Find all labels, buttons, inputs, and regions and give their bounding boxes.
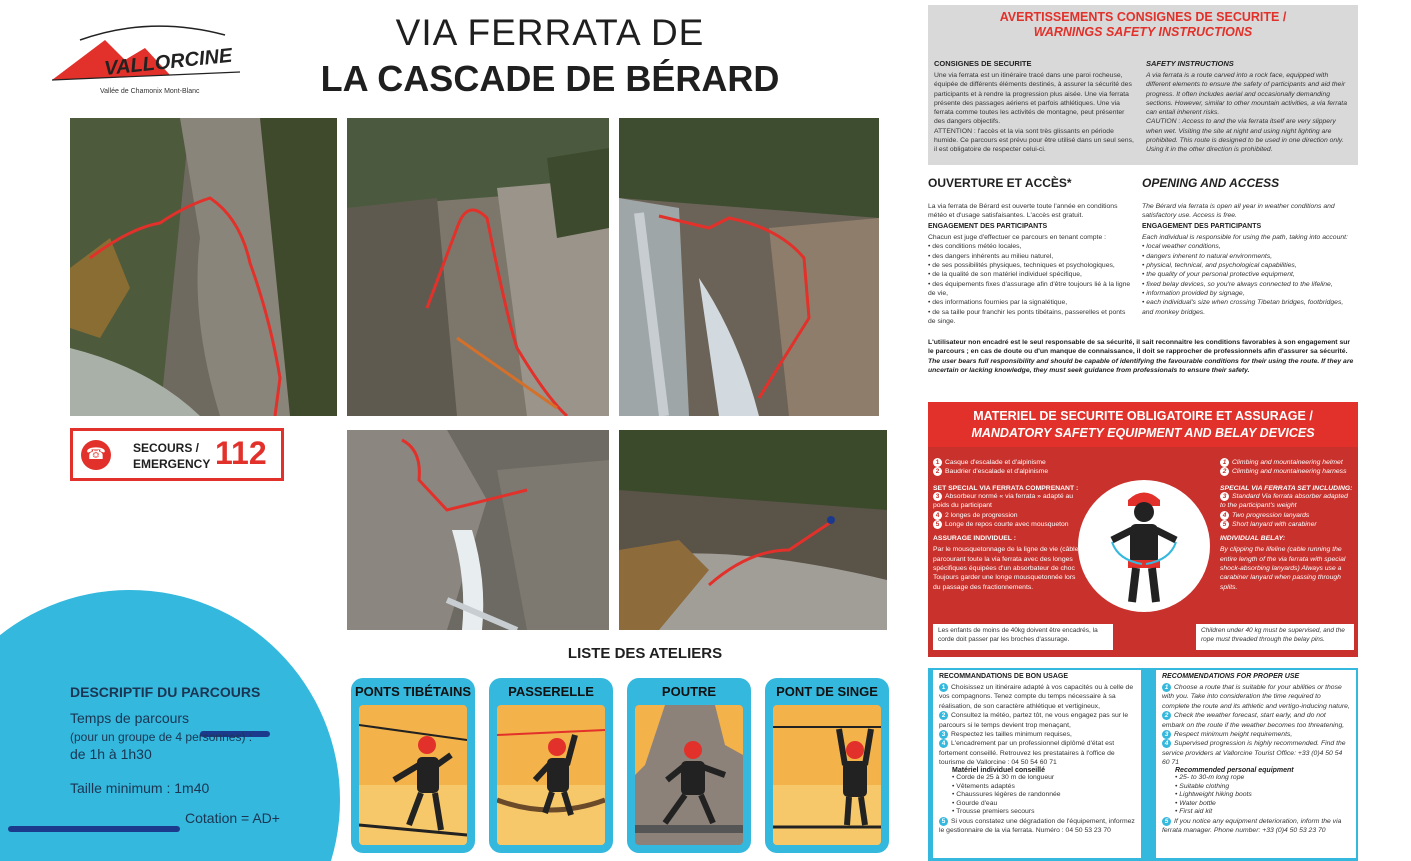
- title-line1: VIA FERRATA DE: [395, 12, 705, 53]
- recommendations-fr-item: 2 Consultez la météo, partez tôt, ne vous engagez pas sur le parcours si le temps devient trop menaçant,: [939, 712, 1129, 729]
- equipment-en-set-text: Standard Via ferrata absorber adapted to the participant's weight: [1220, 492, 1348, 510]
- recommendations-en-kit-text: Lightweight hiking boots: [1179, 791, 1252, 799]
- recommendations-fr-kit-item: • Trousse premiers secours: [952, 808, 1035, 816]
- equipment-en-set-item: 5 Short lanyard with carabiner: [1220, 520, 1354, 529]
- climber-icon: [1078, 480, 1210, 612]
- recommendations-en-item: 3 Respect minimum height requirements,: [1162, 730, 1350, 739]
- recommendations-en-kit-item: • 25- to 30-m long rope: [1175, 774, 1245, 782]
- emergency-label-fr: SECOURS /: [133, 441, 200, 455]
- opening-en-body: The Bérard via ferrata is open all year in weather conditions and satisfactory use. Access is free.: [1142, 203, 1335, 220]
- recommendations-fr-kit-text: Corde de 25 à 30 m de longueur: [956, 774, 1055, 782]
- equipment-fr-set-head: SET SPECIAL VIA FERRATA COMPRENANT :: [933, 484, 1079, 492]
- responsibility-en: The user bears full responsibility and should be capable of identifying the favourable conditions for their using the route. If they are uncertain or lacking knowledge, they must seek guidance from professionals to ensure their safety.: [928, 357, 1354, 375]
- phone-icon: ☎: [81, 440, 111, 470]
- opening-en-item: • local weather conditions,: [1142, 243, 1221, 251]
- opening-en-item-text: each individual's size when crossing Tibetan bridges, footbridges, and monkey bridges.: [1142, 299, 1344, 316]
- description-heading: DESCRIPTIF DU PARCOURS: [70, 684, 261, 700]
- photo-route-5: [619, 430, 887, 630]
- opening-fr-item-text: des dangers inhérents au milieu naturel,: [932, 252, 1054, 260]
- warnings-panel: [928, 5, 1358, 165]
- atelier-name: PASSERELLE: [508, 684, 594, 699]
- opening-fr-item: • des informations fournies par la signalétique,: [928, 299, 1068, 307]
- opening-en-item-text: dangers inherent to natural environments,: [1146, 252, 1273, 260]
- tibetan-bridge-icon: [359, 705, 467, 845]
- opening-fr-body: La via ferrata de Bérard est ouverte toute l'année en conditions météo et d'usage satisfaisantes. L'accès est gratuit.: [928, 203, 1118, 220]
- children-note-fr: Les enfants de moins de 40kg doivent être encadrés, la corde doit passer par les broches d'assurage.: [938, 627, 1098, 643]
- equipment-fr: [933, 458, 1081, 592]
- opening-en-intro: Each individual is responsible for using the path, taking into account:: [1142, 233, 1348, 241]
- opening-en-item-text: local weather conditions,: [1146, 243, 1221, 251]
- stripe-decor: [8, 826, 180, 832]
- photo-route-3: [619, 118, 879, 416]
- recommendations-fr-kit-item: • Vêtements adaptés: [952, 782, 1015, 790]
- recommendations-en-item-text: Choose a route that is suitable for your abilities or those with you. Take into consideration the time required to complete the route and its athletic and vertigo-inducing nature,: [1162, 684, 1350, 710]
- ateliers-title: LISTE DES ATELIERS: [567, 645, 723, 662]
- warnings-fr-head: CONSIGNES DE SECURITE: [934, 59, 1032, 68]
- beam-icon: [635, 705, 743, 845]
- recommendations-fr-kit-item: • Chaussures légères de randonnée: [952, 791, 1061, 799]
- equipment-fr-belay: Par le mousquetonnage de la ligne de vie (câble parcourant toute la via ferrata avec des longes spécifiques équipées d'un absorbateur de choc Toujours garder une longe mousquetonnée lors du passage des fractionnements.: [933, 546, 1079, 591]
- equipment-fr-set-item: 3 Absorbeur normé « via ferrata » adapté au poids du participant: [933, 492, 1074, 510]
- recommendations-fr-item-text: Respectez les tailles minimum requises,: [951, 730, 1072, 738]
- opening-fr-intro: Chacun est juge d'effectuer ce parcours en tenant compte :: [928, 233, 1107, 241]
- equipment-panel: [928, 402, 1358, 657]
- atelier-card: [351, 678, 475, 853]
- recommendations-en-last-text: If you notice any equipment deterioration, inform the via ferrata manager. Phone number: +33 (0)4 50 53 23 70: [1162, 817, 1342, 835]
- route-description: [70, 684, 340, 826]
- recommendations-fr-item: 1 Choisissez un itinéraire adapté à vos capacités ou à celle de vos compagnons. Tenez compte du temps nécessaire à sa réalisation, de son caractère athlétique et vertigineux,: [939, 684, 1134, 710]
- vallorcine-logo: [50, 20, 250, 100]
- atelier-name: PONT DE SINGE: [776, 684, 878, 699]
- recommendations-en-item: 2 Check the weather forecast, start early, and do not embark on the route if the weather becomes too threatening,: [1162, 712, 1345, 729]
- recommendations-fr-item-text: Consultez la météo, partez tôt, ne vous engagez pas sur le parcours si le temps devient trop menaçant,: [939, 712, 1129, 729]
- climber-illustration: [1078, 480, 1210, 612]
- photo-route-1: [70, 118, 337, 416]
- recommendations-fr-head: RECOMMANDATIONS DE BON USAGE: [939, 673, 1068, 680]
- equipment-en-set-text: Two progression lanyards: [1232, 511, 1310, 519]
- equipment-fr-set-text: Longe de repos courte avec mousqueton: [945, 520, 1069, 528]
- recommendations-fr-kit-text: Chaussures légères de randonnée: [956, 791, 1061, 799]
- recommendations-fr-item: 5 Si vous constatez une dégradation de l'équipement, informez le gestionnaire de la via ferrata. Numéro : 04 50 53 23 70: [939, 817, 1135, 835]
- opening-fr-item-text: des équipements fixes d'assurage afin d'être toujours lié à la ligne de vie,: [928, 280, 1131, 297]
- recommendations-en-kit-item: • Water bottle: [1175, 799, 1216, 807]
- equipment-en-belay-head: INDIVIDUAL BELAY:: [1220, 535, 1286, 543]
- recommendations-fr-item: 3 Respectez les tailles minimum requises,: [939, 730, 1135, 739]
- equipment-fr-item-text: Casque d'escalade et d'alpinisme: [945, 459, 1046, 466]
- recommendations-fr-kit-text: Trousse premiers secours: [956, 808, 1035, 816]
- recommendations-fr-kit-text: Gourde d'eau: [956, 799, 998, 807]
- atelier-card: [765, 678, 889, 853]
- recommendations-fr: [933, 670, 1141, 858]
- recommendations-en-item-text: Respect minimum height requirements,: [1174, 730, 1293, 738]
- equipment-fr-set-text: 2 longes de progression: [945, 511, 1018, 519]
- recommendations-fr-kit-text: Vêtements adaptés: [956, 782, 1015, 790]
- recommendations-en-kit-item: • First aid kit: [1175, 808, 1213, 816]
- emergency-label-en: EMERGENCY: [133, 457, 211, 471]
- duration-label: Temps de parcours: [70, 710, 190, 726]
- grade: Cotation = AD+: [185, 810, 280, 826]
- recommendations-fr-item-text: Choisissez un itinéraire adapté à vos capacités ou à celle de vos compagnons. Tenez compte du temps nécessaire à sa réalisation, de son caractère athlétique et vertigineux,: [939, 684, 1134, 710]
- recommendations-fr-item: 4 L'encadrement par un professionnel diplômé d'état est fortement conseillé. Retrouvez les prestataires à l'office de tourisme de Vallorcine : 04 50 54 60 71: [939, 740, 1115, 766]
- equipment-header: [928, 402, 1358, 447]
- emergency-number: 112: [215, 435, 267, 471]
- equipment-en-belay: By clipping the lifeline (cable running the entire length of the via ferrata with special shock-absorbing lanyards) Always use a carabiner lanyard when passing through splits.: [1220, 546, 1346, 591]
- opening-fr-item-text: de ses possibilités physiques, techniques et psychologiques,: [932, 261, 1115, 269]
- warnings-en-caution: CAUTION : Access to and the via ferrata itself are very slippery when wet. Visiting the site at night and using night lighting are prohibited. This route is designed to be used in one direction only. Using it in the other direction is prohibited.: [1146, 118, 1344, 154]
- equipment-fr-item: 2 Baudrier d'escalade et d'alpinisme: [933, 467, 1081, 476]
- recommendations-en-item-text: Supervised progression is highly recommended. Find the service providers at Vallorcine Tourist Office: +33 (0)4 50 54 60 71: [1162, 740, 1346, 766]
- recommendations-en-item-text: Check the weather forecast, start early, and do not embark on the route if the weather becomes too threatening,: [1162, 712, 1345, 729]
- recommendations-en-kit-text: Suitable clothing: [1179, 782, 1230, 790]
- opening-fr-sub: ENGAGEMENT DES PARTICIPANTS: [928, 222, 1048, 230]
- atelier-name: POUTRE: [661, 684, 717, 699]
- opening-fr-item-text: de sa taille pour franchir les ponts tibétains, passerelles et ponts de singe.: [928, 308, 1126, 326]
- opening-en-item-text: information provided by signage,: [1146, 290, 1245, 297]
- warnings-title-en: WARNINGS SAFETY INSTRUCTIONS: [1033, 25, 1253, 39]
- opening-en-item: • dangers inherent to natural environments,: [1142, 252, 1273, 260]
- recommendations-fr-last-text: Si vous constatez une dégradation de l'équipement, informez le gestionnaire de la via ferrata. Numéro : 04 50 53 23 70: [939, 817, 1135, 835]
- equipment-fr-item: 1 Casque d'escalade et d'alpinisme: [933, 458, 1081, 467]
- recommendations-en-kit-item: • Suitable clothing: [1175, 782, 1230, 790]
- equipment-en-set-item: 3 Standard Via ferrata absorber adapted to the participant's weight: [1220, 492, 1348, 510]
- equipment-en-set-item: 4 Two progression lanyards: [1220, 511, 1354, 520]
- opening-en-item: • information provided by signage,: [1142, 290, 1245, 297]
- equipment-title-en: MANDATORY SAFETY EQUIPMENT AND BELAY DEVICES: [971, 426, 1315, 440]
- atelier-card: [489, 678, 613, 853]
- opening-en: [1142, 176, 1352, 317]
- opening-fr-item: • des équipements fixes d'assurage afin d'être toujours lié à la ligne de vie,: [928, 280, 1131, 297]
- opening-en-item: • each individual's size when crossing Tibetan bridges, footbridges, and monkey bridges.: [1142, 299, 1344, 316]
- recommendations-en-kit-text: 25- to 30-m long rope: [1179, 774, 1245, 782]
- warnings-en-head: SAFETY INSTRUCTIONS: [1146, 59, 1234, 68]
- title-line2: LA CASCADE DE BÉRARD: [320, 58, 780, 99]
- opening-fr-item-text: des informations fournies par la signalétique,: [932, 299, 1068, 307]
- warnings-fr-body: Une via ferrata est un itinéraire tracé dans une paroi rocheuse, équipée de différents éléments destinés, à assurer la sécurité des participants et à rendre la progression plus aisée. Une via ferrata présente des passages aériens et parfois athlétiques. Une via ferrata comme toutes les activités de montagne, peut présenter des dangers objectifs.: [934, 72, 1132, 126]
- children-note-en-box: [1196, 624, 1354, 650]
- recommendations-fr-item-text: L'encadrement par un professionnel diplômé d'état est fortement conseillé. Retrouvez les prestataires à l'office de tourisme de Vallorcine : 04 50 54 60 71: [939, 740, 1115, 766]
- warnings-fr-attention: ATTENTION : l'accès et la via sont très glissants en période humide. Ce parcours est prévu pour être utilisé dans un seul sens, il est obligatoire de respecter celui-ci.: [934, 127, 1134, 154]
- opening-en-item: • the quality of your personal protective equipment,: [1142, 271, 1295, 279]
- recommendations-en: [1156, 670, 1356, 858]
- warnings-title-fr: AVERTISSEMENTS CONSIGNES DE SECURITE /: [999, 10, 1287, 24]
- equipment-en: [1220, 458, 1354, 592]
- logo-tagline: Vallée de Chamonix Mont-Blanc: [100, 88, 200, 95]
- recommendations-fr-kit-item: • Gourde d'eau: [952, 799, 998, 807]
- recommendations-en-kit-text: Water bottle: [1179, 799, 1216, 807]
- recommendations-en-item: 5 If you notice any equipment deterioration, inform the via ferrata manager. Phone number: +33 (0)4 50 53 23 70: [1162, 817, 1342, 835]
- opening-en-item-text: the quality of your personal protective equipment,: [1146, 271, 1295, 279]
- warnings-en: [1146, 59, 1352, 155]
- opening-en-item-text: physical, technical, and psychological capabilities,: [1146, 261, 1297, 269]
- recommendations-panel: [928, 668, 1358, 861]
- equipment-en-item-text: Climbing and mountaineering helmet: [1232, 459, 1343, 466]
- equipment-en-item: 2 Climbing and mountaineering harness: [1220, 467, 1354, 476]
- equipment-en-set-head: SPECIAL VIA FERRATA SET INCLUDING:: [1220, 484, 1353, 492]
- equipment-en-set-text: Short lanyard with carabiner: [1232, 520, 1317, 528]
- equipment-fr-set-item: 5 Longe de repos courte avec mousqueton: [933, 520, 1081, 529]
- duration-note: (pour un groupe de 4 personnes) :: [70, 730, 253, 744]
- recommendations-en-item: 4 Supervised progression is highly recommended. Find the service providers at Vallorcine Tourist Office: +33 (0)4 50 54 60 71: [1162, 740, 1346, 766]
- opening-en-item-text: fixed belay devices, so you're always connected to the lifeline,: [1146, 280, 1333, 288]
- opening-en-sub: ENGAGEMENT DES PARTICIPANTS: [1142, 222, 1262, 230]
- emergency-box: [70, 428, 284, 481]
- responsibility: [928, 338, 1356, 376]
- opening-fr-item: • de sa taille pour franchir les ponts tibétains, passerelles et ponts de singe.: [928, 308, 1126, 326]
- duration-value: de 1h à 1h30: [70, 746, 152, 762]
- warnings-fr: [934, 59, 1134, 155]
- footbridge-icon: [497, 705, 605, 845]
- opening-fr-head: OUVERTURE ET ACCÈS*: [928, 176, 1072, 190]
- children-note-fr-box: [933, 624, 1113, 650]
- equipment-fr-belay-head: ASSURAGE INDIVIDUEL :: [933, 535, 1016, 543]
- recommendations-en-kit-item: • Lightweight hiking boots: [1175, 791, 1252, 799]
- recommendations-en-kit-text: First aid kit: [1179, 808, 1213, 816]
- opening-fr-item-text: des conditions météo locales,: [932, 243, 1022, 251]
- responsibility-fr: L'utilisateur non encadré est le seul responsable de sa sécurité, il sait reconnaitre les conditions favorables à son engagement sur le parcours ; en cas de doute ou d'un manque de connaissance, il doit se rapprocher de professionnels afin d'assurer sa sécurité.: [928, 339, 1351, 356]
- atelier-name: PONTS TIBÉTAINS: [354, 684, 472, 699]
- opening-en-head: OPENING AND ACCESS: [1142, 176, 1280, 190]
- opening-fr: [928, 176, 1133, 327]
- opening-fr-item: • des dangers inhérents au milieu naturel,: [928, 252, 1054, 260]
- recommendations-en-kit-head: Recommended personal equipment: [1175, 767, 1294, 775]
- equipment-fr-item-text: Baudrier d'escalade et d'alpinisme: [945, 468, 1049, 476]
- recommendations-en-head: RECOMMENDATIONS FOR PROPER USE: [1162, 673, 1300, 680]
- photo-route-4: [347, 430, 609, 630]
- warnings-en-body: A via ferrata is a route carved into a rock face, equipped with different elements to ensure the safety of participants and aid their progress. It often includes aerial and occasionally demanding sections. However, similar to other mountain activities, a via ferrata can entail inherent risks.: [1146, 72, 1347, 117]
- recommendations-fr-kit-item: • Corde de 25 à 30 m de longueur: [952, 774, 1055, 782]
- recommendations-en-item: 1 Choose a route that is suitable for your abilities or those with you. Take into consideration the time required to complete the route and its athletic and vertigo-inducing nature,: [1162, 684, 1350, 710]
- monkey-bridge-icon: [773, 705, 881, 845]
- min-height: Taille minimum : 1m40: [70, 780, 210, 796]
- opening-fr-item: • de ses possibilités physiques, techniques et psychologiques,: [928, 261, 1115, 269]
- children-note-en: Children under 40 kg must be supervised, and the rope must threaded through the belay pins.: [1201, 627, 1345, 643]
- recommendations-fr-kit-head: Matériel individuel conseillé: [952, 767, 1045, 775]
- opening-en-item: • fixed belay devices, so you're always connected to the lifeline,: [1142, 280, 1333, 288]
- opening-fr-item-text: de la qualité de son matériel individuel spécifique,: [932, 271, 1082, 279]
- logo-wordmark: VALLORCINE: [103, 44, 234, 80]
- opening-en-item: • physical, technical, and psychological capabilities,: [1142, 261, 1297, 269]
- equipment-title-fr: MATERIEL DE SECURITE OBLIGATOIRE ET ASSURAGE /: [973, 409, 1313, 423]
- atelier-card: [627, 678, 751, 853]
- equipment-en-item: 1 Climbing and mountaineering helmet: [1220, 458, 1354, 467]
- equipment-en-item-text: Climbing and mountaineering harness: [1232, 468, 1347, 476]
- equipment-fr-set-item: 4 2 longes de progression: [933, 511, 1081, 520]
- photo-route-2: [347, 118, 609, 416]
- opening-fr-item: • des conditions météo locales,: [928, 243, 1022, 251]
- equipment-fr-set-text: Absorbeur normé « via ferrata » adapté au poids du participant: [933, 492, 1074, 510]
- opening-fr-item: • de la qualité de son matériel individuel spécifique,: [928, 271, 1082, 279]
